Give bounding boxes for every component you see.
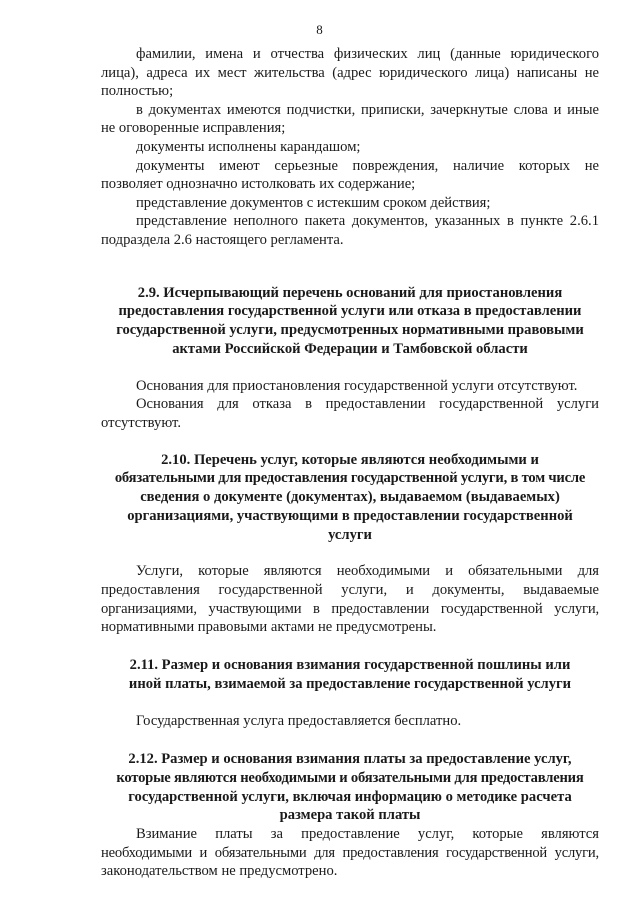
heading-line: которые являются необходимыми и обязательными для предоставления [116, 769, 584, 786]
heading-line: услуги [328, 526, 372, 543]
heading-line: размера такой платы [279, 807, 421, 824]
section-2-12-body [101, 825, 599, 881]
page-number: 8 [316, 22, 323, 37]
text-line: лица), адреса их мест жительства (адрес юридического лица) написаны не [101, 64, 599, 81]
paragraph [101, 562, 599, 636]
text-line: представление неполного пакета документов, указанных в пункте 2.6.1 [136, 213, 599, 230]
text-line: полностью; [101, 83, 174, 100]
section-2-11-heading [101, 656, 599, 694]
heading-line: предоставления государственной услуги или отказа в предоставлении [118, 303, 582, 320]
list-item [101, 157, 599, 194]
heading-line: государственной услуги, предусмотренных нормативными правовыми [116, 322, 584, 339]
text-line: законодательством не предусмотрено. [101, 863, 338, 880]
text-line: Основания для приостановления государственной услуги отсутствуют. [136, 377, 578, 394]
section-2-9-heading [101, 284, 599, 359]
section-2-10-body [101, 562, 599, 636]
list-item [101, 194, 599, 213]
heading-line: 2.10. Перечень услуг, которые являются необходимыми и [161, 451, 539, 468]
heading-line: обязательными для предоставления государственной услуги, в том числе [114, 470, 586, 487]
list-item [101, 101, 599, 138]
document-body [101, 45, 599, 881]
text-line: подраздела 2.6 настоящего регламента. [101, 231, 344, 248]
text-line: позволяет однозначно истолковать их содержание; [101, 176, 416, 193]
heading-line: актами Российской Федерации и Тамбовской области [172, 340, 528, 357]
paragraph [101, 712, 599, 731]
section-2-11-body [101, 712, 599, 731]
text-line: организациями, участвующими в предоставлении государственной услуги, [101, 600, 599, 617]
heading-line: организациями, участвующими в предоставлении государственной [127, 507, 573, 524]
list-item [101, 45, 599, 101]
list-item [101, 138, 599, 157]
heading-line: государственной услуги, включая информацию о методике расчета [128, 788, 572, 805]
text-line: Взимание платы за предоставление услуг, которые являются [136, 826, 599, 843]
paragraph [101, 377, 599, 396]
refusal-grounds-list [101, 45, 599, 250]
text-line: Государственная услуга предоставляется бесплатно. [136, 713, 462, 730]
section-2-12-heading [101, 750, 599, 825]
heading-line: сведения о документе (документах), выдаваемом (выдаваемых) [140, 489, 560, 506]
heading-line: 2.9. Исчерпывающий перечень оснований для приостановления [137, 284, 563, 301]
section-2-10-heading [101, 451, 599, 545]
text-line: предоставления государственной услуги, и документы, выдаваемые [101, 582, 599, 599]
text-line: не оговоренные исправления; [101, 120, 286, 137]
heading-line: 2.12. Размер и основания взимания платы за предоставление услуг, [128, 751, 572, 768]
text-line: нормативными правовыми актами не предусмотрены. [101, 619, 437, 636]
list-item [101, 212, 599, 249]
text-line: в документах имеются подчистки, приписки, зачеркнутые слова и иные [136, 101, 599, 118]
text-line: фамилии, имена и отчества физических лиц (данные юридического [136, 46, 599, 62]
text-line: документы исполнены карандашом; [136, 138, 361, 155]
text-line: необходимыми и обязательными для предоставления государственной услуги, [101, 844, 599, 861]
heading-line: 2.11. Размер и основания взимания государственной пошлины или [129, 656, 571, 673]
paragraph [101, 395, 599, 432]
text-line: Услуги, которые являются необходимыми и обязательными для [136, 563, 599, 580]
text-line: Основания для отказа в предоставлении государственной услуги [136, 396, 599, 413]
paragraph [101, 825, 599, 881]
text-line: документы имеют серьезные повреждения, наличие которых не [136, 157, 599, 174]
text-line: отсутствуют. [101, 414, 181, 431]
text-line: представление документов с истекшим сроком действия; [136, 194, 491, 211]
heading-line: иной платы, взимаемой за предоставление государственной услуги [128, 675, 572, 692]
section-2-9-body [101, 377, 599, 433]
